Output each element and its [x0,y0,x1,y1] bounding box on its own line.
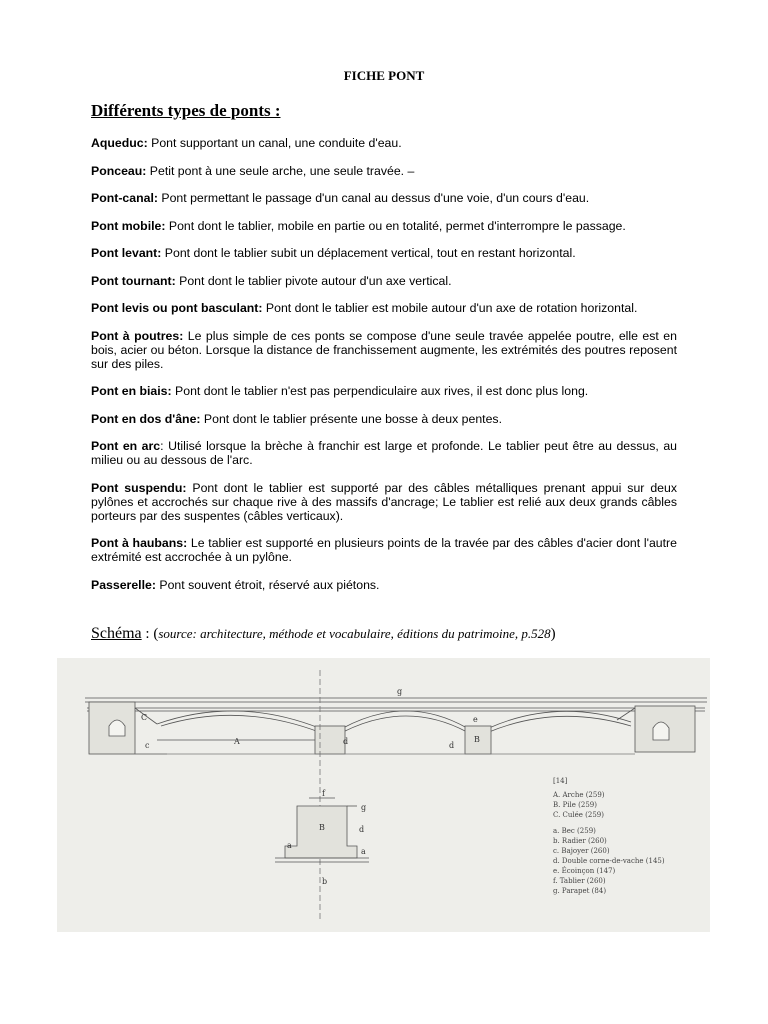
label-g-elevation: g [397,687,403,696]
definition-term: Pont tournant: [91,273,176,288]
definition [91,136,677,150]
definition-term: Pont-canal: [91,191,158,205]
definition [91,578,677,592]
definition-text: Pont dont le tablier est supporté par des câbles métalliques prenant appui sur deux pylônes et accrochés sur chaque rive à des massifs d'ancrage; Le tablier est relié aux deux grands câbles porteurs par des suspentes (câbles verticaux). [91,480,677,523]
definition [91,219,677,233]
definition-text: Le plus simple de ces ponts se compose d'une seule travée appelée poutre, elle est en bois, acier ou béton. Lorsque la distance de franchissement augmente, les extrémités des poutres reposent sur des piles. [91,328,677,371]
label-a-section-left: a [287,841,292,850]
legend-number: [14] [553,777,568,785]
definition-text: Pont supportant un canal, une conduite d'eau. [147,136,402,150]
legend-item: c. Bajoyer (260) [553,847,610,855]
definition-text: Pont dont le tablier subit un déplacement vertical, tout en restant horizontal. [161,246,576,260]
bridge-schema-figure [57,658,710,932]
right-abutment [617,706,695,752]
definition [91,246,677,260]
document-title: FICHE PONT [343,68,425,83]
label-c: c [145,741,150,750]
label-d-section: d [359,825,365,834]
label-C: C [141,713,148,722]
definition-term: Pont en dos d'âne: [91,411,201,426]
definition [91,412,677,426]
label-a-section-right: a [361,847,366,856]
definition [91,191,677,205]
definition [91,274,677,288]
definition-term: Passerelle: [91,577,156,592]
section-title: Différents types de ponts : [91,101,281,120]
definition-text: Pont dont le tablier n'est pas perpendiculaire aux rives, il est donc plus long. [171,384,589,398]
definition [91,439,677,467]
schema-heading [91,625,556,643]
definition-text: Pont dont le tablier présente une bosse à deux pentes. [200,411,502,426]
label-f: f [322,789,325,798]
figure-legend [553,776,703,896]
label-A: A [234,737,240,746]
definition-term: Pont en biais: [91,384,172,398]
definition [91,536,677,564]
schema-source: source: architecture, méthode et vocabulaire, éditions du patrimoine, p.528 [158,626,551,641]
legend-item: b. Radier (260) [553,837,607,845]
label-B-section: B [319,823,325,832]
legend-item: A. Arche (259) [553,791,605,799]
definition-term: Pont levant: [91,246,162,260]
definition-text: Petit pont à une seule arche, une seule travée. – [146,163,415,178]
definition-text: Pont souvent étroit, réservé aux piétons. [155,577,380,592]
schema-close: ) [550,626,556,642]
label-d-pier: d [449,741,455,750]
piers [315,726,491,754]
definition [91,384,677,398]
definition-text: Pont dont le tablier pivote autour d'un axe vertical. [175,273,452,288]
legend-item: C. Culée (259) [553,811,604,819]
legend-item: f. Tablier (260) [553,877,606,885]
label-g-section: g [361,803,367,812]
definition-text: : Utilisé lorsque la brèche à franchir est large et profonde. Le tablier peut être au dessus, au milieu ou au dessous de l'arc. [91,439,678,467]
arches [157,711,631,732]
legend-item: d. Double corne-de-vache (145) [553,857,665,865]
definition-text: Pont dont le tablier, mobile en partie ou en totalité, permet d'interrompre le passage. [165,218,626,233]
label-d-elevation: d [343,737,349,746]
definition-text: Le tablier est supporté en plusieurs points de la travée par des câbles d'acier dont l'autre extrémité est accrochée à un pylône. [91,536,677,564]
legend-item: e. Écoinçon (147) [553,867,616,875]
definitions-list [91,136,677,605]
schema-separator: : ( [141,626,159,642]
legend-item: g. Parapet (84) [553,887,607,895]
definition [91,301,677,315]
deck-and-parapet [85,698,707,711]
definition-term: Pont en arc [91,439,161,453]
definition-term: Pont suspendu: [91,480,187,495]
definition-term: Pont levis ou pont basculant: [91,301,263,315]
definition-text: Pont dont le tablier est mobile autour d'un axe de rotation horizontal. [262,301,638,315]
legend-item: B. Pile (259) [553,801,597,809]
definition [91,481,677,523]
definition-term: Pont mobile: [91,218,166,233]
definition [91,329,677,371]
label-B-elevation: B [474,735,480,744]
definition-term: Ponceau: [91,163,147,178]
definition-term: Pont à poutres: [91,328,184,343]
left-abutment [89,702,167,754]
definition-term: Aqueduc: [91,136,148,150]
legend-item: a. Bec (259) [553,827,596,835]
label-e: e [473,715,478,724]
label-b: b [322,877,328,886]
schema-title: Schéma [91,625,142,642]
definition-text: Pont permettant le passage d'un canal au dessus d'une voie, d'un cours d'eau. [157,191,590,205]
definition [91,164,677,178]
definition-term: Pont à haubans: [91,536,188,550]
